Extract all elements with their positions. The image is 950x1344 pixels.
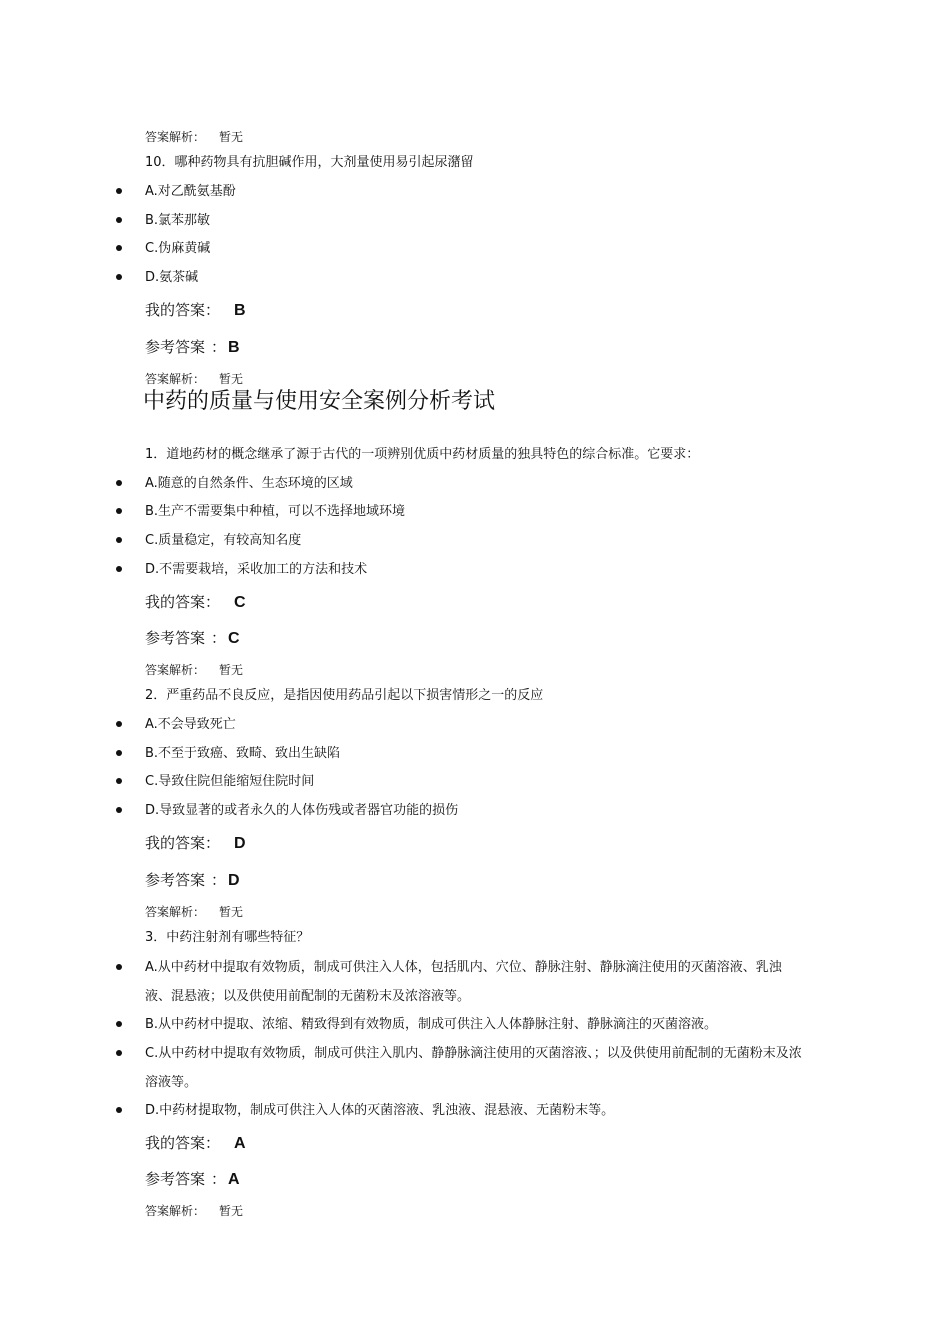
analysis-label: 答案解析：	[145, 372, 206, 386]
analysis-value: 暂无	[219, 130, 244, 144]
option-c: C.导致住院但能缩短住院时间	[145, 774, 315, 789]
reference-answer-colon: ：	[211, 629, 227, 647]
answer-analysis	[145, 661, 243, 679]
section-title: 中药的质量与使用安全案例分析考试	[143, 389, 496, 414]
option-c: C.质量稳定，有较高知名度	[145, 533, 302, 548]
question-text: 3．中药注射剂有哪些特征？	[145, 930, 310, 945]
bullet-icon	[116, 217, 122, 223]
option-a: A.从中药材中提取有效物质，制成可供注入人体，包括肌内、穴位、静脉注射、静脉滴注使用的灭菌溶液、乳浊液、混悬液；以及供使用前配制的无菌粉末及浓溶液等。	[145, 960, 782, 1004]
my-answer	[145, 592, 246, 613]
my-answer	[145, 300, 246, 321]
my-answer-value: C	[234, 594, 246, 611]
bullet-icon	[116, 245, 122, 251]
reference-answer-colon: ：	[211, 338, 227, 356]
answer-analysis	[145, 370, 243, 388]
bullet-icon	[116, 508, 122, 514]
bullet-icon	[116, 566, 122, 572]
reference-answer-label: 参考答案	[145, 338, 206, 356]
option-b: B.不至于致癌、致畸、致出生缺陷	[145, 746, 341, 761]
bullet-icon	[116, 274, 122, 280]
my-answer-label: 我的答案：	[145, 301, 221, 319]
bullet-icon	[116, 480, 122, 486]
reference-answer-colon: ：	[211, 1170, 227, 1188]
reference-answer-value: D	[228, 872, 240, 889]
reference-answer-label: 参考答案	[145, 629, 206, 647]
option-b: B.氯苯那敏	[145, 213, 211, 228]
analysis-value: 暂无	[219, 663, 244, 677]
reference-answer	[145, 628, 240, 649]
answer-analysis	[145, 128, 243, 146]
bullet-icon	[116, 807, 122, 813]
analysis-value: 暂无	[219, 905, 244, 919]
reference-answer-value: C	[228, 630, 240, 647]
my-answer	[145, 833, 246, 854]
analysis-label: 答案解析：	[145, 1204, 206, 1218]
answer-analysis	[145, 1202, 243, 1220]
option-b: B.从中药材中提取、浓缩、精致得到有效物质，制成可供注入人体静脉注射、静脉滴注的灭菌溶液。	[145, 1017, 718, 1032]
my-answer-label: 我的答案：	[145, 593, 221, 611]
reference-answer-colon: ：	[211, 871, 227, 889]
my-answer	[145, 1133, 246, 1154]
bullet-icon	[116, 750, 122, 756]
bullet-icon	[116, 778, 122, 784]
option-d: D.导致显著的或者永久的人体伤残或者器官功能的损伤	[145, 803, 459, 818]
option-c: C.伪麻黄碱	[145, 241, 211, 256]
bullet-icon	[116, 537, 122, 543]
question-text: 10．哪种药物具有抗胆碱作用，大剂量使用易引起尿潴留	[145, 155, 474, 170]
reference-answer	[145, 1169, 240, 1190]
analysis-value: 暂无	[219, 372, 244, 386]
bullet-icon	[116, 964, 122, 970]
analysis-label: 答案解析：	[145, 130, 206, 144]
bullet-icon	[116, 1107, 122, 1113]
option-d: D.氨茶碱	[145, 270, 199, 285]
option-a: A.不会导致死亡	[145, 717, 236, 732]
my-answer-label: 我的答案：	[145, 1134, 221, 1152]
option-a: A.对乙酰氨基酚	[145, 184, 236, 199]
option-c: C.从中药材中提取有效物质，制成可供注入肌内、静静脉滴注使用的灭菌溶液、；以及供使用前配制的无菌粉末及浓溶液等。	[145, 1046, 802, 1090]
my-answer-label: 我的答案：	[145, 834, 221, 852]
option-a: A.随意的自然条件、生态环境的区域	[145, 476, 353, 491]
my-answer-value: A	[234, 1135, 246, 1152]
analysis-value: 暂无	[219, 1204, 244, 1218]
analysis-label: 答案解析：	[145, 663, 206, 677]
reference-answer	[145, 870, 240, 891]
my-answer-value: B	[234, 302, 246, 319]
bullet-icon	[116, 1050, 122, 1056]
reference-answer-label: 参考答案	[145, 871, 206, 889]
bullet-icon	[116, 721, 122, 727]
bullet-icon	[116, 1021, 122, 1027]
answer-analysis	[145, 903, 243, 921]
my-answer-value: D	[234, 835, 246, 852]
option-b: B.生产不需要集中种植，可以不选择地域环境	[145, 504, 406, 519]
bullet-icon	[116, 188, 122, 194]
option-d: D.不需要栽培，采收加工的方法和技术	[145, 562, 368, 577]
option-d: D.中药材提取物，制成可供注入人体的灭菌溶液、乳浊液、混悬液、无菌粉末等。	[145, 1103, 615, 1118]
reference-answer-value: B	[228, 339, 240, 356]
question-text: 2．严重药品不良反应，是指因使用药品引起以下损害情形之一的反应	[145, 688, 544, 703]
reference-answer	[145, 337, 240, 358]
question-text: 1．道地药材的概念继承了源于古代的一项辨别优质中药材质量的独具特色的综合标准。它要求：	[145, 447, 700, 462]
reference-answer-label: 参考答案	[145, 1170, 206, 1188]
analysis-label: 答案解析：	[145, 905, 206, 919]
reference-answer-value: A	[228, 1171, 240, 1188]
